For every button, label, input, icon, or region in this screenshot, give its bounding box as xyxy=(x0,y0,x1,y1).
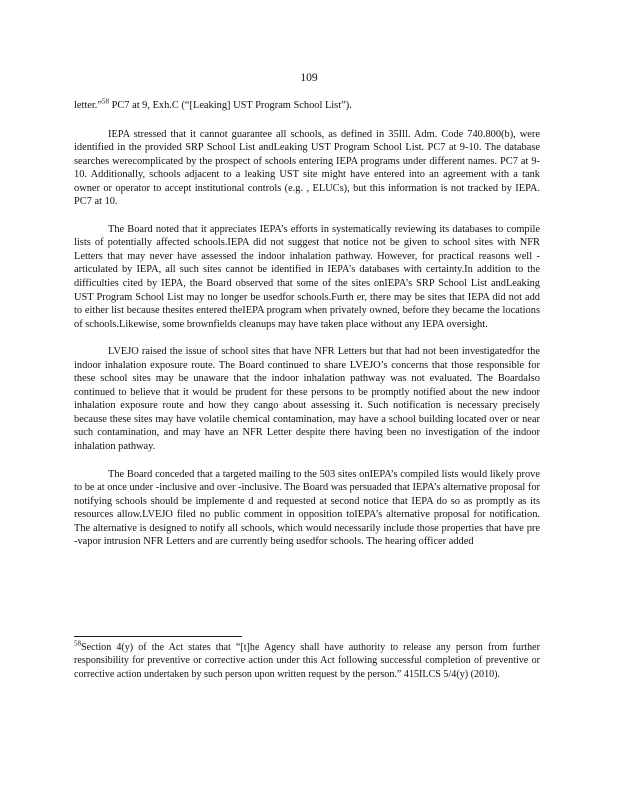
footnote-reference: 58 xyxy=(101,97,109,106)
paragraph-board-noted: The Board noted that it appreciates IEPA’s efforts in systematically reviewing its databases to compile lists of potentially affected schools.IEPA did not suggest that notice not be given to school sites with NFR Letters that may never have assessed the indoor inhalation pathway. However, for practical reasons well -articulated by IEPA, all such sites cannot be identified in IEPA’s databases with certainty.In addition to the difficulties cited by IEPA, the Board observed that some of the sites onIEPA’s SRP School List andLeaking UST Program School List may no longer be usedfor schools.Furth er, there may be sites that IEPA did not add to either list because thesites entered theIEPA program when privately owned, before they became the locations of schools.Likewise, some brownfields cleanups may have taken place without any IEPA oversight. xyxy=(74,223,540,330)
page-number: 109 xyxy=(300,72,318,84)
footnote-marker: 58 xyxy=(74,639,81,648)
paragraph-iepa-stressed: IEPA stressed that it cannot guarantee all schools, as defined in 35Ill. Adm. Code 740.800(b), were identified in the provided SRP School List andLeaking UST Program School List. PC7 at 9-10. The database searches werecomplicated by the prospect of schools entering IEPA programs under different names. PC7 at 9-10. Additionally, schools adjacent to a leaking UST site might have entered into an agreement with a tank owner or operator to accept institutional controls (e.g. , ELUCs), but this information is not tracked by IEPA. PC7 at 10. xyxy=(74,128,540,208)
lead-line xyxy=(74,99,540,113)
paragraph-lvejo-raised: LVEJO raised the issue of school sites that have NFR Letters but that had not been investigatedfor the indoor inhalation exposure route. The Board continued to share LVEJO’s concerns that those responsible for these school sites may be unaware that the indoor inhalation pathway was not evaluated. The Boardalso continued to believe that it would be prudent for these persons to be promptly notified about the new indoor inhalation exposure route and how they cango about assessing it. Such notification is necessary precisely because these sites may have volatile chemical contamination, may have a school building located over or near such contamination, and may have an NFR Letter despite there having been no investigation of the indoor inhalation pathway. xyxy=(74,346,540,453)
footnote xyxy=(74,641,540,681)
footnote-divider xyxy=(74,636,242,637)
paragraph-board-conceded: The Board conceded that a targeted mailing to the 503 sites onIEPA’s compiled lists would likely prove to be at once under -inclusive and over -inclusive. The Board was persuaded that IEPA’s alternative proposal for notifying schools should be implemente d and requested at second notice that IEPA do so as promptly as its resources allow.LVEJO filed no public comment in opposition toIEPA’s alternative proposal for notification. The alternative is designed to notify all schools, which would necessarily include those properties that have pre -vapor intrusion NFR Letters and are currently being usedfor schools. The hearing officer added xyxy=(74,468,540,548)
footnote-text: Section 4(y) of the Act states that “[t]he Agency shall have authority to release any person from further responsibility for preventive or corrective action under this Act following successful completion of preventive or corrective action undertaken by such person upon written request by the person.” 415ILCS 5/4(y) (2010). xyxy=(74,642,540,680)
lead-text: letter.” xyxy=(74,100,102,111)
lead-citation: PC7 at 9, Exh.C (“[Leaking] UST Program School List”). xyxy=(108,100,352,111)
body-text xyxy=(74,99,540,563)
